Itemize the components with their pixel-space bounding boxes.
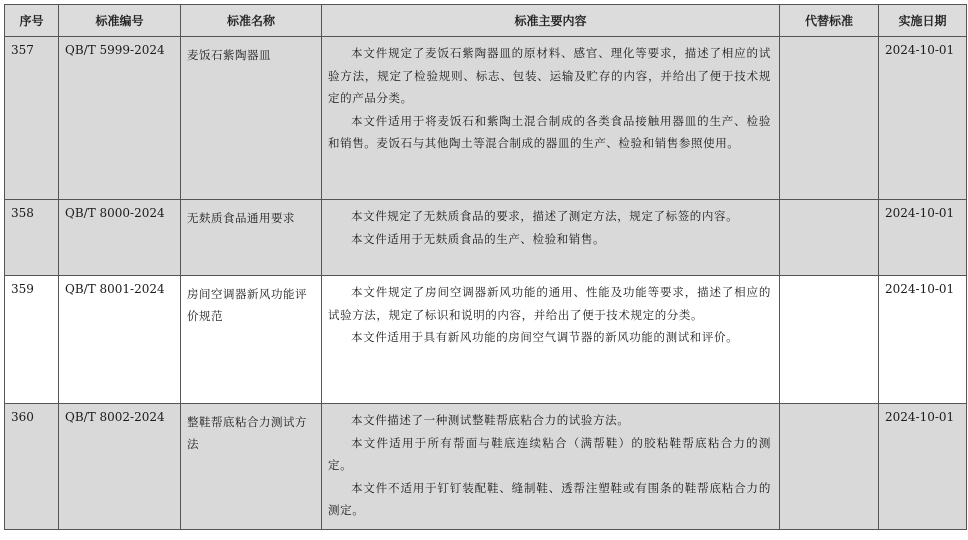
- replaces-cell: [780, 404, 879, 530]
- replaces-cell: [780, 37, 879, 200]
- standard-name-cell: 房间空调器新风功能评价规范: [181, 276, 322, 404]
- content-paragraph: 本文件适用于具有新风功能的房间空气调节器的新风功能的测试和评价。: [351, 330, 739, 344]
- main-content-cell: [322, 200, 780, 276]
- header-effective-date: 实施日期: [879, 5, 967, 37]
- standard-name-cell: 麦饭石紫陶器皿: [181, 37, 322, 200]
- main-content-cell: [322, 404, 780, 530]
- header-main-content: 标准主要内容: [322, 5, 780, 37]
- replaces-cell: [780, 276, 879, 404]
- content-paragraph: 本文件适用于无麸质食品的生产、检验和销售。: [351, 231, 606, 246]
- effective-date-cell: 2024-10-01: [879, 37, 967, 200]
- header-standard-code: 标准编号: [59, 5, 181, 37]
- effective-date-cell: 2024-10-01: [879, 200, 967, 276]
- standard-code-cell: QB/T 8002-2024: [59, 404, 181, 530]
- content-paragraph: 本文件适用于所有帮面与鞋底连续粘合（满帮鞋）的胶粘鞋帮底粘合力的测定。: [328, 435, 771, 472]
- main-content-cell: [322, 37, 780, 200]
- standard-code-cell: QB/T 5999-2024: [59, 37, 181, 200]
- header-serial-no: 序号: [5, 5, 59, 37]
- standard-code-cell: QB/T 8000-2024: [59, 200, 181, 276]
- content-paragraph: 本文件描述了一种测试整鞋帮底粘合力的试验方法。: [351, 413, 630, 427]
- content-paragraph: 本文件适用于将麦饭石和紫陶土混合制成的各类食品接触用器皿的生产、检验和销售。麦饭石与其他陶土等混合制成的器皿的生产、检验和销售参照使用。: [328, 113, 771, 150]
- table-row: [5, 276, 967, 404]
- standards-table-container: [4, 4, 967, 530]
- standard-name-cell: 整鞋帮底粘合力测试方法: [181, 404, 322, 530]
- effective-date-cell: 2024-10-01: [879, 404, 967, 530]
- standard-name-cell: 无麸质食品通用要求: [181, 200, 322, 276]
- serial-no-cell: 358: [5, 200, 59, 276]
- header-standard-name: 标准名称: [181, 5, 322, 37]
- content-paragraph: 本文件规定了房间空调器新风功能的通用、性能及功能等要求，描述了相应的试验方法，规定了标识和说明的内容，并给出了便于技术规定的分类。: [328, 285, 771, 322]
- header-replaces: 代替标准: [780, 5, 879, 37]
- table-row: [5, 200, 967, 276]
- standards-table: [4, 4, 967, 530]
- serial-no-cell: 360: [5, 404, 59, 530]
- replaces-cell: [780, 200, 879, 276]
- table-row: [5, 37, 967, 200]
- table-header-row: [5, 5, 967, 37]
- main-content-cell: [322, 276, 780, 404]
- content-paragraph: 本文件不适用于钉钉装配鞋、缝制鞋、透帮注塑鞋或有围条的鞋帮底粘合力的测定。: [328, 480, 771, 517]
- serial-no-cell: 357: [5, 37, 59, 200]
- content-paragraph: 本文件规定了麦饭石紫陶器皿的原材料、感官、理化等要求，描述了相应的试验方法，规定了检验规则、标志、包装、运输及贮存的内容，并给出了便于技术规定的产品分类。: [328, 46, 771, 105]
- table-row: [5, 404, 967, 530]
- standard-code-cell: QB/T 8001-2024: [59, 276, 181, 404]
- serial-no-cell: 359: [5, 276, 59, 404]
- effective-date-cell: 2024-10-01: [879, 276, 967, 404]
- content-paragraph: 本文件规定了无麸质食品的要求，描述了测定方法，规定了标签的内容。: [351, 209, 739, 223]
